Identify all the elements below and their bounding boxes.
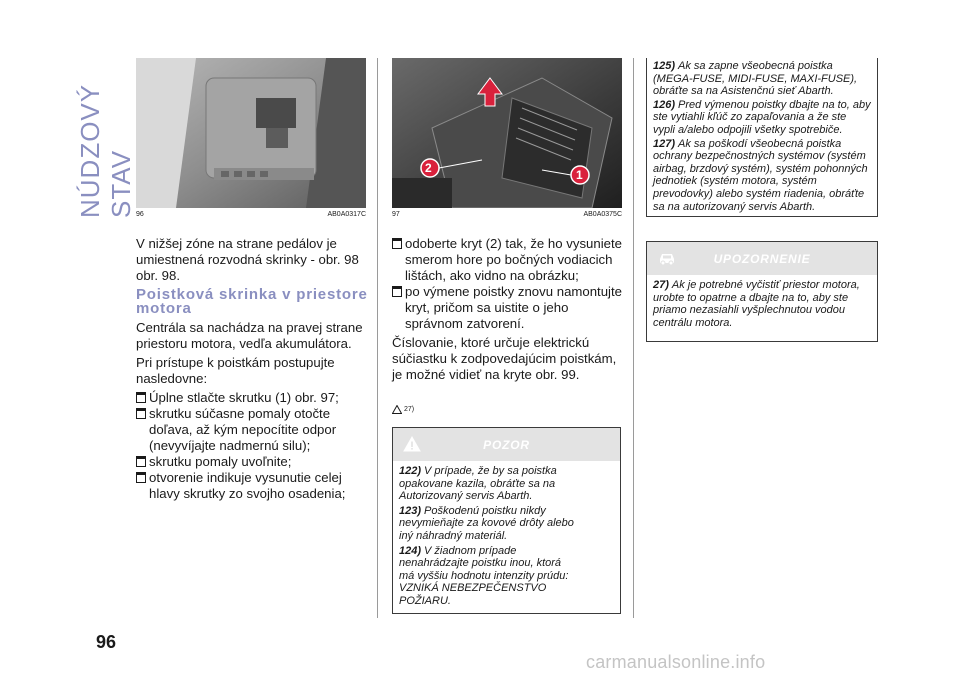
list-item: skrutku súčasne pomaly otočte doľava, až kým nepocítite odpor (nevyvíjajte nadmernú silu); <box>136 406 370 454</box>
note-item: 122) V prípade, že by sa poistka opakovane kazila, obráťte sa na Autorizovaný servis Abarth. <box>399 465 557 503</box>
note-item: 126) Pred výmenou poistky dbajte na to, aby ste vytiahli kľúč zo zapaľovania a že ste vypli a/alebo odpojili všetky spotrebiče. <box>653 98 871 136</box>
checkbox-bullet-icon <box>392 238 402 249</box>
upozornenie-box <box>646 241 878 342</box>
figure-number: 97 <box>392 211 400 218</box>
note-item: 124) V žiadnom prípade nenahrádzajte poistku inou, ktorá má vyššiu hodnotu intenzity prúdu: VZNIKÁ NEBEZPEČENSTVO POŽIARU. <box>399 544 569 607</box>
figure-97-caption <box>392 211 622 218</box>
section-heading: Poistková skrinka v priestore motora <box>136 286 368 317</box>
column-divider <box>633 58 634 618</box>
intro-paragraph: V nižšej zóne na strane pedálov je umiestnená rozvodná skrinky - obr. 98 obr. 98. <box>136 236 359 283</box>
note-item: 125) Ak sa zapne všeobecná poistka (MEGA-FUSE, MIDI-FUSE, MAXI-FUSE), obráťte sa na Asistenčnú sieť Abarth. <box>653 60 858 98</box>
list-item: po výmene poistky znovu namontujte kryt, pričom sa uistite o jeho správnom zatvorení. <box>392 284 626 332</box>
warning-triangle-icon <box>392 405 402 414</box>
pozor-title: POZOR <box>483 437 530 452</box>
continued-notes <box>646 58 878 217</box>
upozornenie-header <box>647 242 877 275</box>
checkbox-bullet-icon <box>392 286 402 297</box>
checkbox-bullet-icon <box>136 456 146 467</box>
list-item: odoberte kryt (2) tak, že ho vysuniete smerom hore po bočných vodiacich lištách, ako vidno na obrázku; <box>392 236 626 284</box>
checkbox-bullet-icon <box>136 408 146 419</box>
warning-icon <box>403 436 421 452</box>
note-item: 123) Poškodenú poistku nikdy nevymieňajte za kovové drôty alebo iný náhradný materiál. <box>399 504 574 542</box>
figure-96-photo <box>136 58 366 208</box>
paragraph: Centrála sa nachádza na pravej strane priestoru motora, vedľa akumulátora. <box>136 320 363 351</box>
paragraph: Číslovanie, ktoré určuje elektrickú súčiastku k zodpovedajúcim poistkám, je možné vidieť na kryte obr. 99. <box>392 335 617 382</box>
upozornenie-notes <box>647 275 877 335</box>
reference-mark: 27) <box>392 405 414 414</box>
callout-2: 2 <box>425 161 432 175</box>
column-divider <box>377 58 378 618</box>
figure-code: AB0A0317C <box>327 211 366 218</box>
note-item: 27) Ak je potrebné vyčistiť priestor motora, urobte to opatrne a dbajte na to, aby ste priamo nezasiahli vyšplechnutou vodou centrálu motora. <box>653 279 860 329</box>
pozor-notes <box>393 461 620 614</box>
callout-1: 1 <box>576 168 583 182</box>
figure-number: 96 <box>136 211 144 218</box>
note-item: 127) Ak sa poškodí všeobecná poistka ochrany bezpečnostných systémov (systém airbag, brzdový systém), systém pohonných jednotiek (systém motora, systém prevodovky) alebo systém riadenia, obráťte sa na autorizovaný servis Abarth. <box>653 137 868 213</box>
column-1-text <box>136 236 370 502</box>
section-title: NÚDZOVÝ STAV <box>75 83 136 218</box>
column-2-text <box>392 236 626 386</box>
upozornenie-title: UPOZORNENIE <box>713 251 811 266</box>
figure-code: AB0A0375C <box>583 211 622 218</box>
list-item: skrutku pomaly uvoľnite; <box>136 454 370 470</box>
checkbox-bullet-icon <box>136 392 146 403</box>
list-item: otvorenie indikuje vysunutie celej hlavy skrutky zo svojho osadenia; <box>136 470 370 502</box>
figure-96-caption <box>136 211 366 218</box>
page-number: 96 <box>96 632 117 652</box>
figure-97-photo <box>392 58 622 208</box>
pozor-box <box>392 427 621 614</box>
pozor-header <box>393 428 620 461</box>
checkbox-bullet-icon <box>136 472 146 483</box>
paragraph: Pri prístupe k poistkám postupujte nasledovne: <box>136 355 335 386</box>
car-service-icon <box>657 250 677 266</box>
watermark: carmanualsonline.info <box>586 652 766 672</box>
list-item: Úplne stlačte skrutku (1) obr. 97; <box>136 390 370 406</box>
